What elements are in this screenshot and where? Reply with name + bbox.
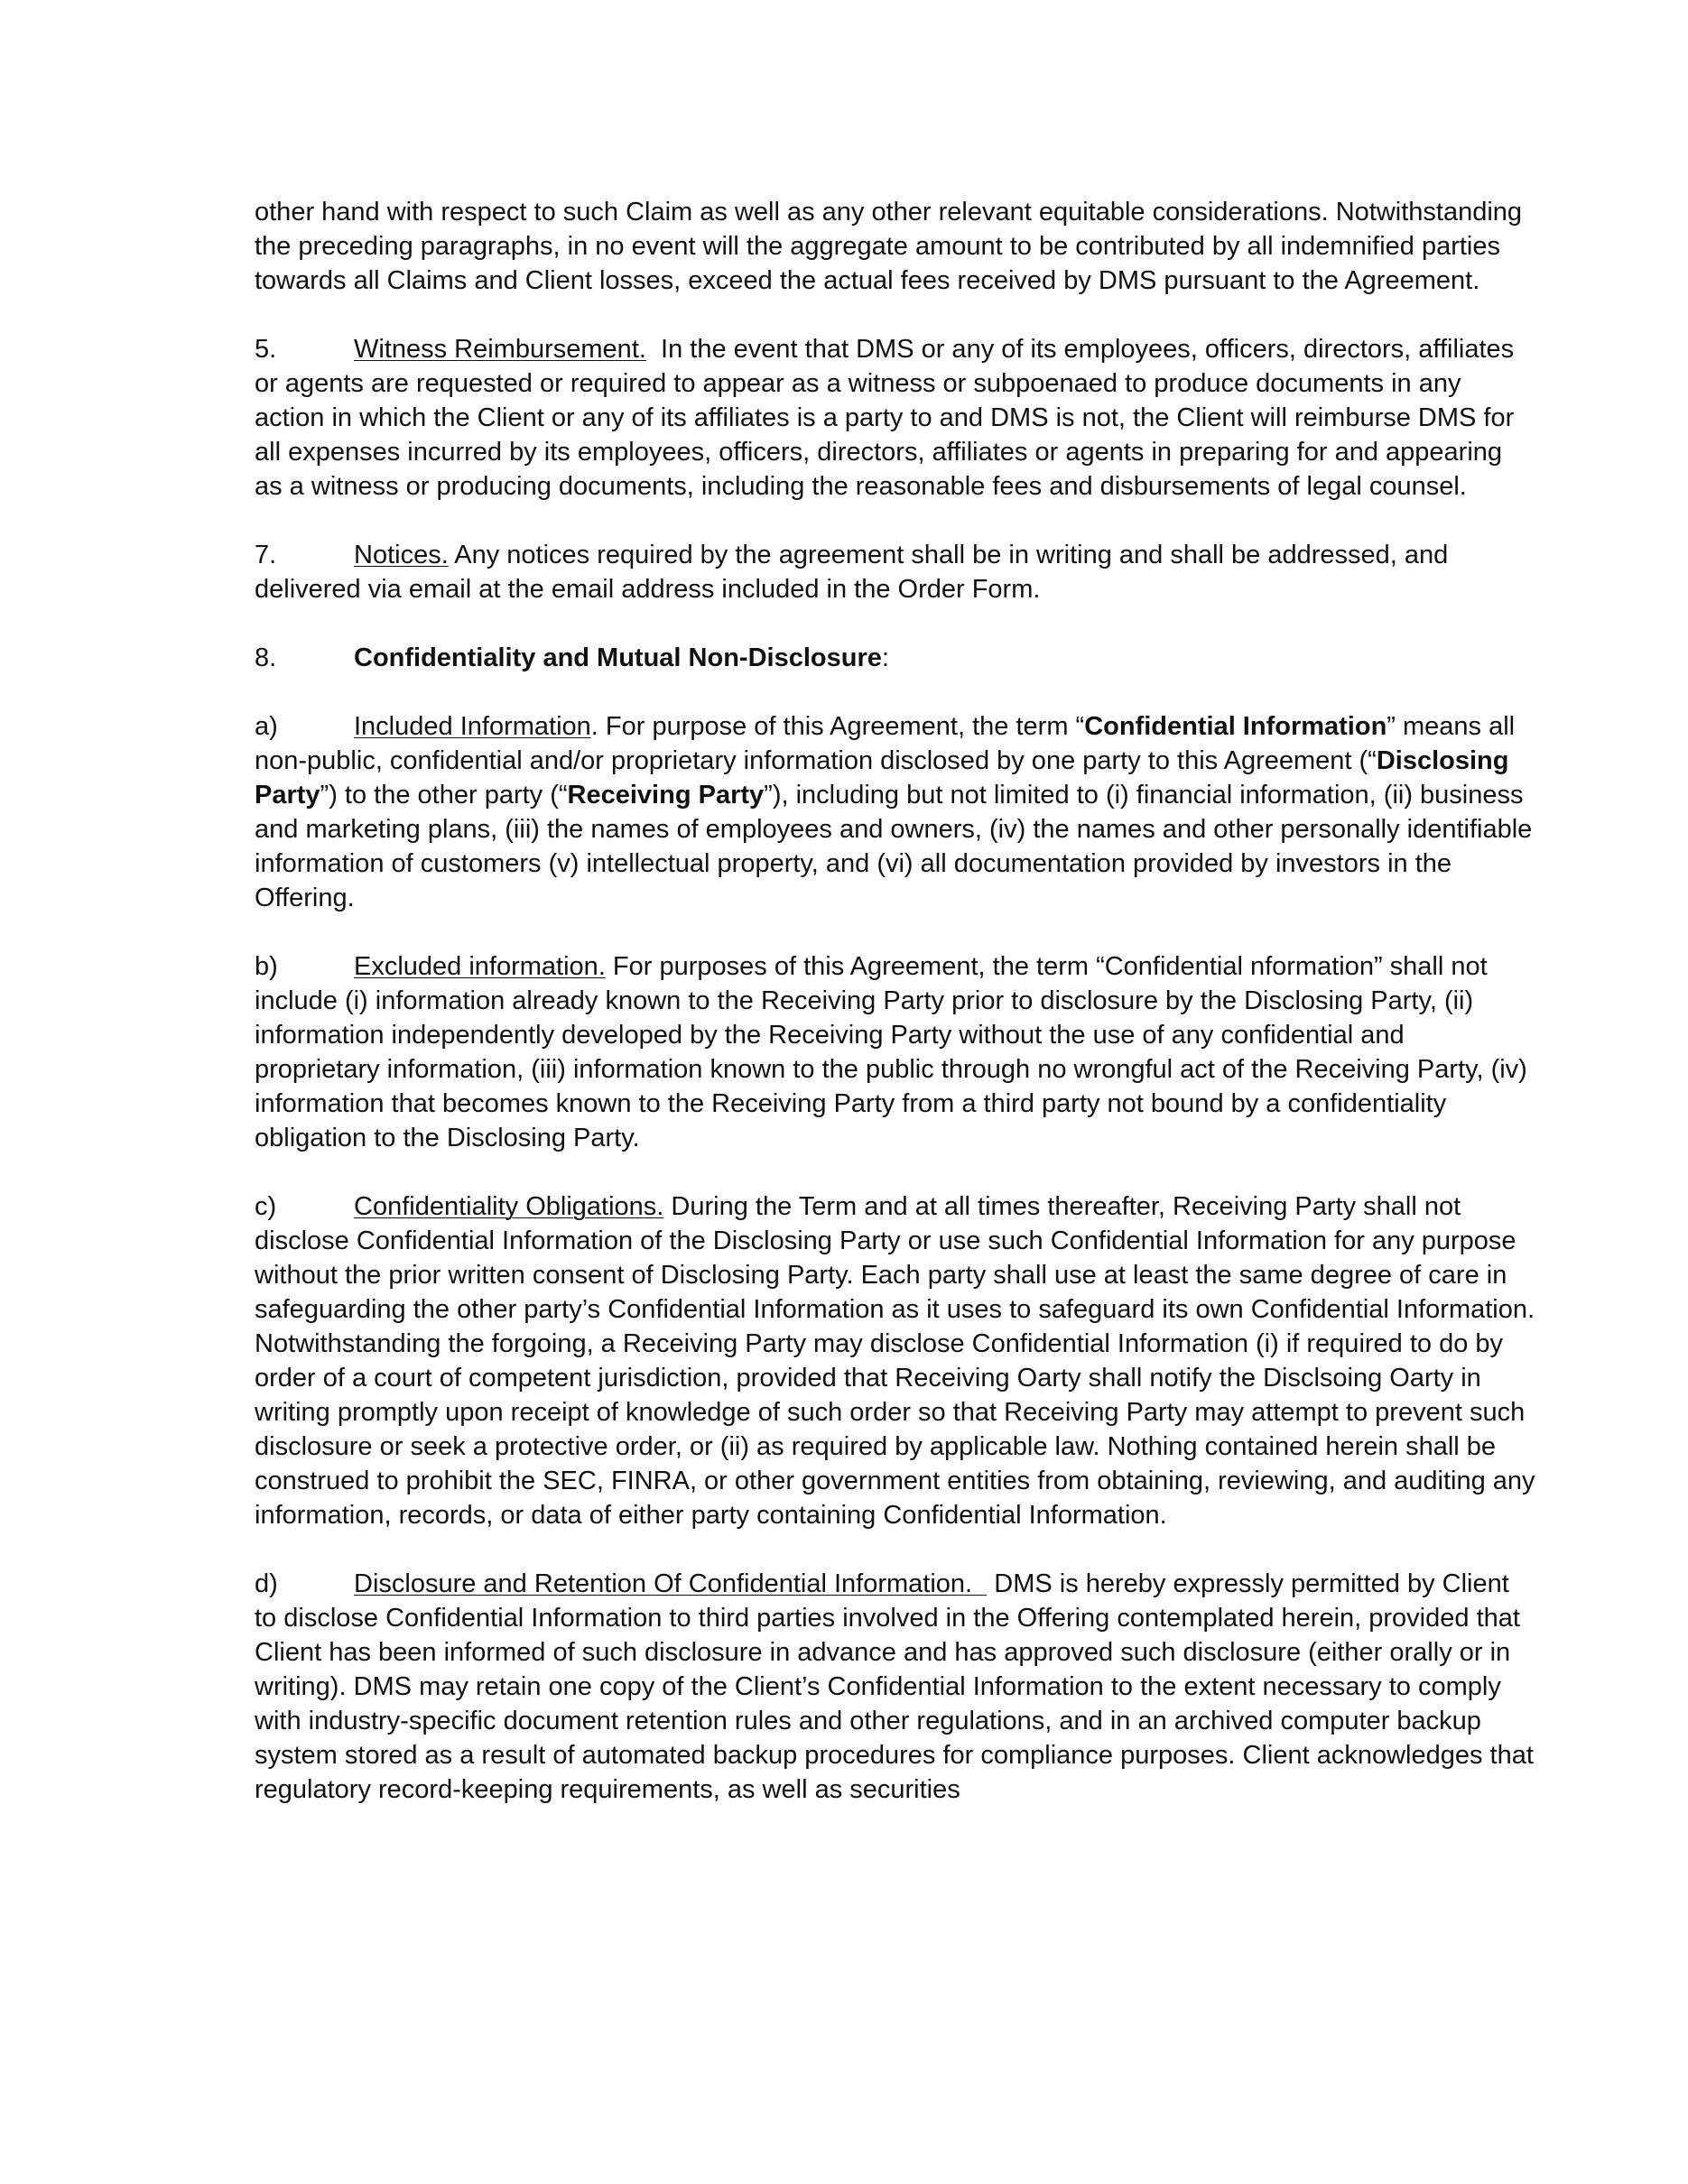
section-8-heading: Confidentiality and Mutual Non-Disclosure bbox=[354, 643, 882, 672]
section-d-text: DMS is hereby expressly permitted by Client to disclose Confidential Information to third parties involved in the Offering contemplated herein, provided that Client has been informed of such disclosure in advance and has approved such disclosure (either orally or in writing). DMS may retain one copy of the Client’s Confidential Information to the extent necessary to comply with industry-specific document retention rules and other regulations, and in an archived computer backup system stored as a result of automated backup procedures for compliance purposes. Client acknowledges that regulatory record-keeping requirements, as well as securities bbox=[255, 1569, 1534, 1804]
section-c bbox=[255, 1189, 1536, 1532]
section-8-colon: : bbox=[881, 643, 889, 672]
section-a-number: a) bbox=[255, 712, 278, 741]
section-7 bbox=[255, 538, 1536, 606]
paragraph-intro-text: other hand with respect to such Claim as well as any other relevant equitable considerations. Notwithstanding the preceding paragraphs, in no event will the aggregate amount to be contributed by all indemnified parties towards all Claims and Client losses, exceed the actual fees received by DMS pursuant to the Agreement. bbox=[255, 198, 1523, 295]
paragraph-intro bbox=[255, 195, 1536, 298]
section-b-text: For purposes of this Agreement, the term “Confidential nformation” shall not include (i) information already known to the Receiving Party prior to disclosure by the Disclosing Party, (ii) information independently developed by the Receiving Party without the use of any confidential and proprietary information, (iii) information known to the public through no wrongful act of the Receiving Party, (iv) information that becomes known to the Receiving Party from a third party not bound by a confidentiality obligation to the Disclosing Party. bbox=[255, 952, 1527, 1152]
section-5-heading: Witness Reimbursement. bbox=[354, 335, 646, 364]
section-c-heading: Confidentiality Obligations. bbox=[354, 1192, 664, 1221]
section-b bbox=[255, 949, 1536, 1155]
section-c-text: During the Term and at all times thereafter, Receiving Party shall not disclose Confidential Information of the Disclosing Party or use such Confidential Information for any purpose without the prior written consent of Disclosing Party. Each party shall use at least the same degree of care in safeguarding the other party’s Confidential Information as it uses to safeguard its own Confidential Information. Notwithstanding the forgoing, a Receiving Party may disclose Confidential Information (i) if required to do by order of a court of competent jurisdiction, provided that Receiving Oarty shall notify the Disclsoing Oarty in writing promptly upon receipt of knowledge of such order so that Receiving Party may attempt to prevent such disclosure or seek a protective order, or (ii) as required by applicable law. Nothing contained herein shall be construed to prohibit the SEC, FINRA, or other government entities from obtaining, reviewing, and auditing any information, records, or data of either party containing Confidential Information. bbox=[255, 1192, 1535, 1530]
term-receiving-party: Receiving Party bbox=[567, 781, 765, 810]
section-c-number: c) bbox=[255, 1192, 277, 1221]
section-7-text: Any notices required by the agreement shall be in writing and shall be addressed, and delivered via email at the email address included in the Order Form. bbox=[255, 541, 1449, 604]
section-5 bbox=[255, 332, 1536, 504]
section-5-text: In the event that DMS or any of its employees, officers, directors, affiliates or agents are requested or required to appear as a witness or subpoenaed to produce documents in any action in which the Client or any of its affiliates is a party to and DMS is not, the Client will reimburse DMS for all expenses incurred by its employees, officers, directors, affiliates or agents in preparing for and appearing as a witness or producing documents, including the reasonable fees and disbursements of legal counsel. bbox=[255, 335, 1522, 501]
section-8-number: 8. bbox=[255, 643, 277, 672]
section-a-text-2: ” means all non-public, confidential and/or proprietary information disclosed by one party to this Agreement (“ bbox=[255, 712, 1516, 775]
section-d-heading: Disclosure and Retention Of Confidential Information. bbox=[354, 1569, 988, 1598]
section-d-number: d) bbox=[255, 1569, 278, 1598]
section-7-heading: Notices. bbox=[354, 541, 449, 569]
section-b-heading: Excluded information. bbox=[354, 952, 606, 981]
section-a bbox=[255, 709, 1536, 915]
section-5-number: 5. bbox=[255, 335, 277, 364]
section-b-number: b) bbox=[255, 952, 278, 981]
section-a-text-4: ”), including but not limited to (i) financial information, (ii) business and marketing plans, (iii) the names of employees and owners, (iv) the names and other personally identifiable information of customers (v) intellectual property, and (vi) all documentation provided by investors in the Offering. bbox=[255, 781, 1533, 912]
section-d bbox=[255, 1567, 1536, 1807]
section-a-text-1: . For purpose of this Agreement, the term “ bbox=[590, 712, 1085, 741]
section-8 bbox=[255, 641, 1536, 675]
term-disclosing-party: Disclosing Party bbox=[255, 746, 1509, 810]
section-a-heading: Included Information bbox=[354, 712, 591, 741]
section-7-number: 7. bbox=[255, 541, 277, 569]
section-a-text-3: ”) to the other party (“ bbox=[320, 781, 568, 810]
term-confidential-information: Confidential Information bbox=[1084, 712, 1387, 741]
document-body bbox=[255, 195, 1536, 1841]
